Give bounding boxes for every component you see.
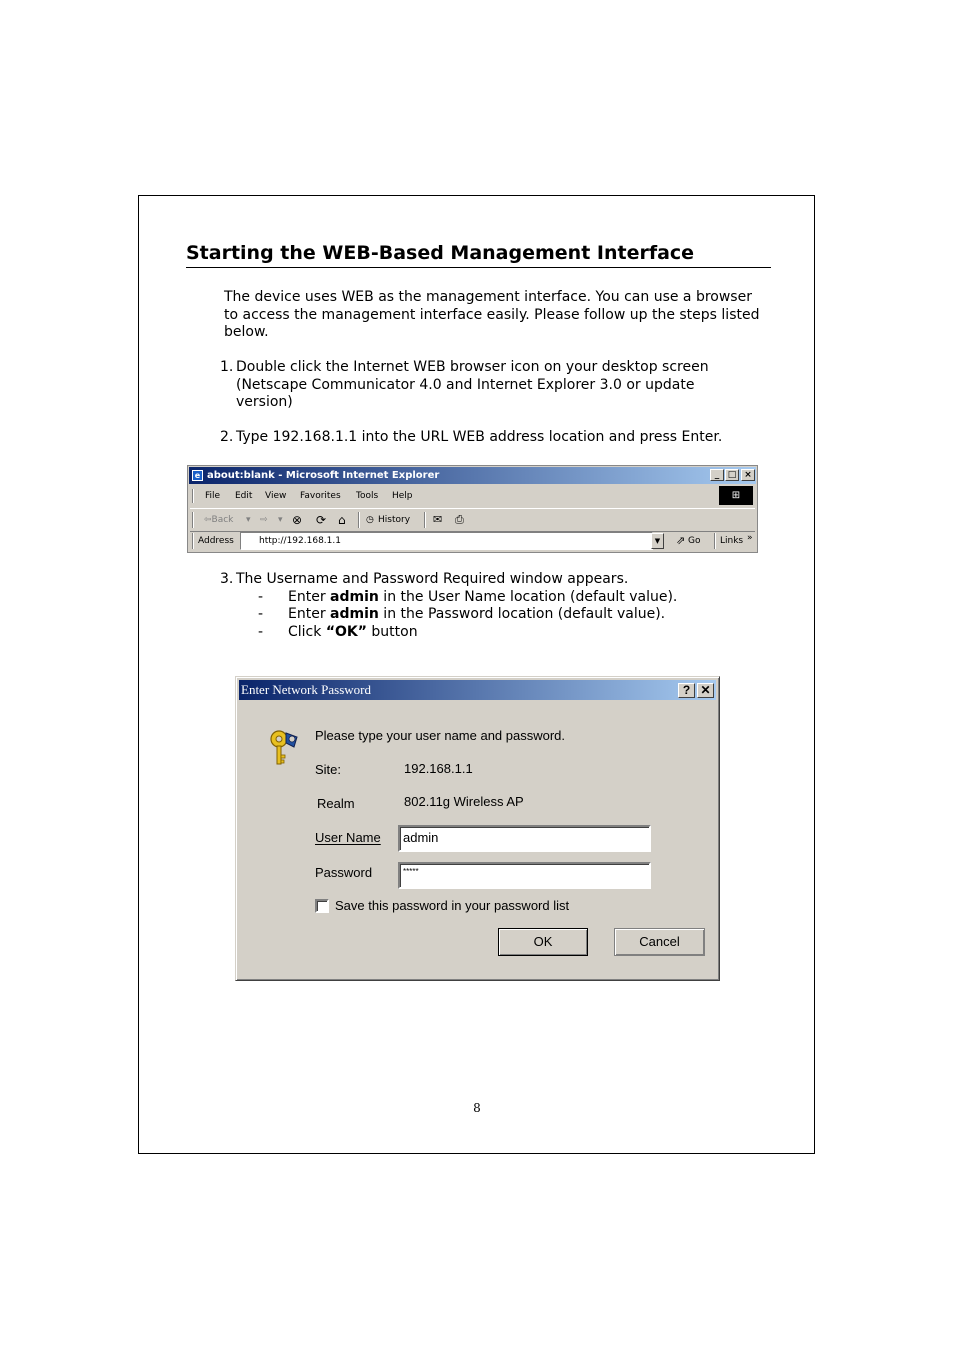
forward-button[interactable]: ⇨ — [260, 515, 268, 525]
dialog-prompt: Please type your user name and password. — [315, 728, 566, 743]
ie-logo-icon: e — [192, 470, 203, 481]
back-dropdown-icon[interactable]: ▾ — [246, 515, 251, 525]
menu-grip — [192, 489, 194, 503]
substep-text: Enter admin in the User Name location (default value). — [288, 589, 678, 605]
maximize-icon[interactable]: □ — [725, 469, 739, 481]
page-number: 8 — [473, 1101, 481, 1115]
realm-label: Realm — [317, 796, 355, 811]
keys-icon — [266, 727, 302, 767]
step-text: (Netscape Communicator 4.0 and Internet Explorer 3.0 or update — [236, 376, 695, 393]
section-heading: Starting the WEB-Based Management Interface — [186, 242, 695, 264]
go-icon[interactable]: ⇗ — [676, 534, 686, 547]
site-value: 192.168.1.1 — [404, 761, 473, 776]
step-number: 1. — [220, 359, 234, 375]
toolbar-separator — [358, 512, 360, 528]
site-label: Site: — [315, 762, 342, 777]
history-button[interactable]: History — [378, 515, 411, 525]
forward-dropdown-icon[interactable]: ▾ — [278, 515, 283, 525]
toolbar-separator — [424, 512, 426, 528]
toolbar-grip — [192, 512, 194, 528]
step-number: 2. — [220, 429, 234, 445]
minimize-icon[interactable]: _ — [710, 469, 724, 481]
browser-title: about:blank - Microsoft Internet Explorer — [207, 470, 440, 481]
address-label: Address — [198, 536, 234, 546]
links-separator — [714, 533, 716, 549]
enter-network-password-dialog — [235, 676, 720, 981]
menu-file[interactable]: File — [205, 491, 221, 501]
refresh-icon[interactable]: ⟳ — [316, 513, 327, 527]
menu-view[interactable]: View — [265, 491, 287, 501]
heading-underline — [186, 267, 771, 268]
bullet-dash: - — [258, 624, 264, 640]
password-label: Password — [315, 865, 373, 880]
go-button[interactable]: Go — [688, 536, 701, 546]
address-dropdown-icon[interactable]: ▼ — [651, 533, 664, 549]
menu-help[interactable]: Help — [392, 491, 413, 501]
step-number: 3. — [220, 571, 234, 587]
intro-paragraph: The device uses WEB as the management interface. You can use a browser to access the management interface easily. Please follow up the steps listed below. — [224, 289, 760, 341]
bullet-dash: - — [258, 589, 264, 605]
cancel-button[interactable]: Cancel — [614, 928, 705, 956]
browser-toolbar — [190, 508, 755, 532]
dialog-title: Enter Network Password — [241, 682, 371, 697]
back-button[interactable]: ⇦Back — [204, 515, 234, 525]
links-button[interactable]: Links — [720, 536, 744, 546]
password-input[interactable]: ***** — [398, 862, 651, 889]
stop-icon[interactable]: ⊗ — [292, 513, 303, 527]
help-button[interactable]: ? — [678, 683, 695, 698]
step-text: Type 192.168.1.1 into the URL WEB address location and press Enter. — [236, 429, 723, 445]
step-text: The Username and Password Required window appears. — [236, 571, 629, 587]
bullet-dash: - — [258, 606, 264, 622]
username-label: User Name — [315, 830, 381, 845]
close-icon[interactable]: × — [741, 469, 755, 481]
mail-icon[interactable]: ✉ — [433, 513, 443, 526]
step-text: version) — [236, 394, 293, 411]
address-input[interactable]: http://192.168.1.1 — [240, 532, 653, 550]
print-icon[interactable]: ⎙ — [455, 513, 464, 526]
dialog-title-bar — [239, 680, 716, 700]
substep-text: Click “OK” button — [288, 624, 418, 640]
browser-title-bar — [189, 467, 756, 484]
home-icon[interactable]: ⌂ — [338, 513, 346, 527]
menu-edit[interactable]: Edit — [235, 491, 253, 501]
history-icon[interactable]: ◷ — [366, 515, 374, 525]
address-grip — [192, 533, 194, 549]
browser-menu-bar — [190, 486, 755, 506]
chevron-right-icon[interactable]: » — [747, 533, 753, 543]
realm-value: 802.11g Wireless AP — [404, 794, 524, 809]
browser-window-screenshot — [187, 465, 758, 553]
substep-text: Enter admin in the Password location (default value). — [288, 606, 666, 622]
menu-favorites[interactable]: Favorites — [300, 491, 341, 501]
step-text: Double click the Internet WEB browser icon on your desktop screen — [236, 359, 709, 375]
username-input[interactable]: admin — [398, 825, 651, 852]
windows-logo-icon: ⊞ — [719, 486, 753, 505]
ok-button[interactable]: OK — [498, 928, 588, 956]
address-bar — [190, 531, 755, 551]
close-button[interactable]: ✕ — [697, 683, 714, 698]
menu-tools[interactable]: Tools — [356, 491, 379, 501]
save-password-label[interactable]: Save this password in your password list — [335, 898, 570, 913]
save-password-checkbox[interactable] — [315, 899, 329, 913]
